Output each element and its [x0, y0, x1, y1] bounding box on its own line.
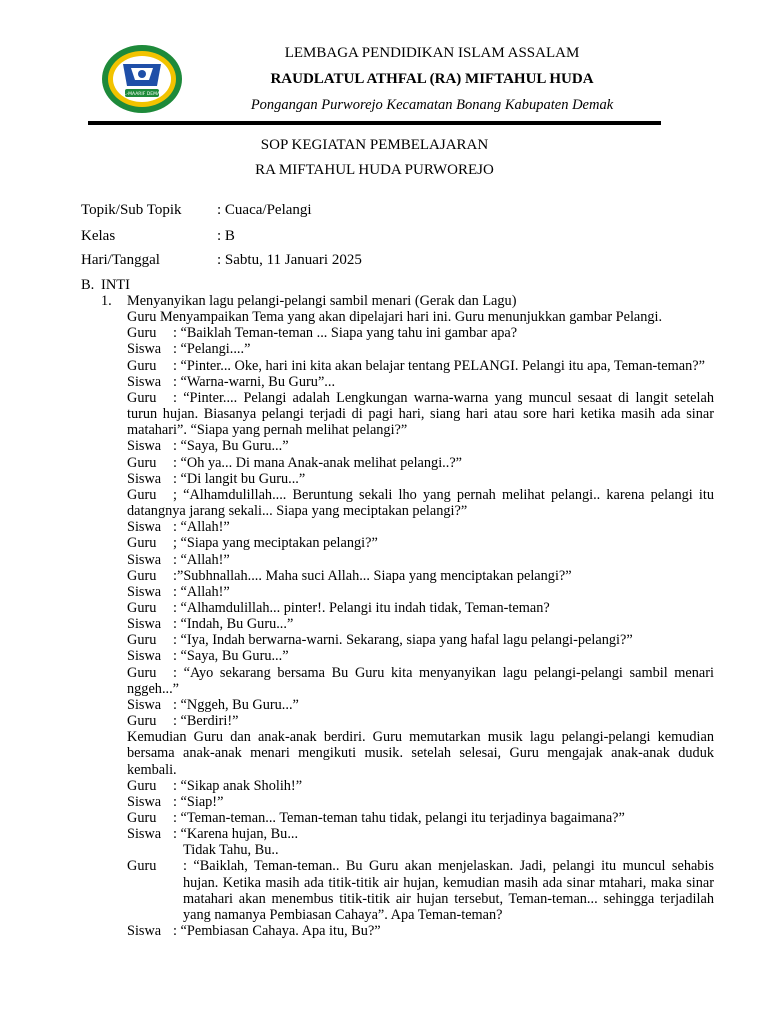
dialog-line [81, 487, 714, 519]
dialog-text: : “Pembiasan Cahaya. Apa itu, Bu?” [173, 923, 381, 940]
speaker: Siswa [127, 648, 162, 665]
dialog-text: : “Berdiri!” [173, 713, 239, 730]
info-label: Topik/Sub Topik [81, 202, 182, 218]
dialog-line [81, 535, 714, 551]
dialog-text: : “Pinter... Oke, hari ini kita akan belajar tentang PELANGI. Pelangi itu apa, Teman-teman?” [173, 357, 705, 374]
dialog-line [81, 438, 714, 454]
speaker: Guru [127, 486, 157, 503]
dialog-line [81, 778, 714, 794]
speaker: Guru [127, 535, 157, 552]
speaker: Siswa [127, 923, 162, 940]
speaker: Guru [127, 858, 157, 875]
dialog-line [81, 826, 714, 842]
speaker: Guru [127, 454, 157, 471]
speaker: Siswa [127, 583, 162, 600]
dialog-text: ; “Alhamdulillah.... Beruntung sekali lho yang pernah melihat pelangi.. karena pelangi itu datangnya jarang sekali... Siapa yang meciptakan pelangi?” [127, 486, 714, 520]
dialog-line [81, 697, 714, 713]
info-value: : Sabtu, 11 Januari 2025 [217, 252, 362, 268]
dialog-text: : “Alhamdulillah... pinter!. Pelangi itu indah tidak, Teman-teman? [173, 599, 550, 616]
dialog-text: : “Indah, Bu Guru...” [173, 616, 294, 633]
dialog-text: ; “Siapa yang meciptakan pelangi?” [173, 535, 378, 552]
dialog-text: : “Siap!” [173, 793, 224, 810]
dialog-line [81, 794, 714, 810]
speaker: Siswa [127, 470, 162, 487]
section-title: INTI [101, 277, 130, 293]
dialog-text: : “Di langit bu Guru...” [173, 470, 306, 487]
dialog-text: : “Saya, Bu Guru...” [173, 648, 289, 665]
dialog-line [81, 374, 714, 390]
dialog-line [81, 632, 714, 648]
speaker: Siswa [127, 826, 162, 843]
dialog-line [81, 568, 714, 584]
dialog-text: : “Baiklah, Teman-teman.. Bu Guru akan menjelaskan. Jadi, pelangi itu muncul sehabis hujan. Ketika masih ada titik-titik air hujan, kemudian masih ada sinar mtahari, maka sinar matahari akan menembus titik-titik air hujan tersebut, Teman-teman... sehingga terjadilah yang namanya Pembiasan Cahaya”. Apa Teman-teman? [183, 858, 714, 923]
dialog-line [81, 858, 714, 923]
dialog-text: : “Pelangi....” [173, 341, 251, 358]
speaker: Guru [127, 810, 157, 826]
dialog-line [81, 519, 714, 535]
narration-paragraph: Kemudian Guru dan anak-anak berdiri. Guru memutarkan musik lagu pelangi-pelangi kemudian bersama anak-anak menari mengikuti musik. setelah selesai, Guru mengajak anak-anak duduk kembali. [127, 729, 714, 778]
dialog-text: : “Iya, Indah berwarna-warni. Sekarang, siapa yang hafal lagu pelangi-pelangi?” [173, 632, 633, 649]
dialog-line [81, 923, 714, 939]
speaker: Guru [127, 567, 157, 584]
info-label: Hari/Tanggal [81, 252, 160, 268]
dialog-text: : “Saya, Bu Guru...” [173, 438, 289, 455]
speaker: Guru [127, 664, 157, 681]
school-address: Pongangan Purworejo Kecamatan Bonang Kabupaten Demak [250, 97, 614, 113]
speaker: Guru [127, 599, 157, 616]
school-name: RAUDLATUL ATHFAL (RA) MIFTAHUL HUDA [270, 71, 594, 87]
dialog-text: :”Subhnallah.... Maha suci Allah... Siapa yang menciptakan pelangi?” [173, 567, 572, 584]
speaker: Guru [127, 632, 157, 649]
dialog-line [81, 552, 714, 568]
dialog-text: : “Pinter.... Pelangi adalah Lengkungan warna-warna yang muncul sesaat di langit setelah turun hujan. Biasanya pelangi terjadi di pagi hari, siang hari atau sore hari ketika masih ada sinar matahari”. “Siapa yang pernah melihat pelangi?” [127, 389, 714, 439]
dialog-text: : “Teman-teman... Teman-teman tahu tidak, pelangi itu terjadinya bagaimana?” [173, 810, 625, 826]
dialog-line [81, 648, 714, 664]
dialog-line [81, 341, 714, 357]
dialog-text: : “Baiklah Teman-teman ... Siapa yang tahu ini gambar apa? [173, 325, 518, 342]
dialog-line [81, 665, 714, 697]
dialog-text: : “Allah!” [173, 583, 230, 600]
dialog-block [81, 325, 714, 729]
speaker: Siswa [127, 696, 162, 713]
speaker: Siswa [127, 551, 162, 568]
header-divider [88, 121, 661, 125]
speaker: Guru [127, 389, 157, 406]
dialog-block-2 [81, 778, 714, 843]
dialog-line [81, 471, 714, 487]
speaker: Siswa [127, 373, 162, 390]
speaker: Guru [127, 713, 157, 730]
speaker: Guru [127, 357, 157, 374]
speaker: Siswa [127, 519, 162, 536]
speaker: Siswa [127, 616, 162, 633]
dialog-text: : “Allah!” [173, 519, 230, 536]
dialog-line [81, 616, 714, 632]
list-item-1 [81, 293, 714, 309]
speaker: Siswa [127, 438, 162, 455]
dialog-text: : “Allah!” [173, 551, 230, 568]
dialog-line [81, 600, 714, 616]
dialog-text: : “Sikap anak Sholih!” [173, 777, 303, 794]
info-value: : Cuaca/Pelangi [217, 202, 312, 218]
institution-name: LEMBAGA PENDIDIKAN ISLAM ASSALAM [284, 45, 580, 61]
document-subtitle: RA MIFTAHUL HUDA PURWOREJO [255, 162, 494, 178]
document-title: SOP KEGIATAN PEMBELAJARAN [260, 137, 489, 153]
dialog-text: : “Ayo sekarang bersama Bu Guru kita menyanyikan lagu pelangi-pelangi sambil menari nggeh...” [127, 664, 714, 697]
dialog-line [81, 455, 714, 471]
speaker: Siswa [127, 793, 162, 810]
dialog-line [81, 325, 714, 341]
school-logo [101, 44, 183, 114]
dialog-line [81, 713, 714, 729]
dialog-continuation: Tidak Tahu, Bu.. [183, 842, 279, 859]
section-number: B. [81, 277, 95, 293]
speaker: Siswa [127, 341, 162, 358]
document-body [81, 293, 714, 939]
dialog-text: : “Warna-warni, Bu Guru”... [173, 373, 336, 390]
info-value: : B [217, 228, 235, 244]
dialog-line [81, 390, 714, 438]
dialog-text: : “Karena hujan, Bu... [173, 826, 299, 843]
dialog-line [81, 810, 714, 826]
dialog-text: : “Nggeh, Bu Guru...” [173, 696, 299, 713]
dialog-text: : “Oh ya... Di mana Anak-anak melihat pelangi..?” [173, 454, 463, 471]
dialog-line [81, 584, 714, 600]
speaker: Guru [127, 777, 157, 794]
list-number: 1. [101, 293, 112, 309]
list-item-text: Menyanyikan lagu pelangi-pelangi sambil menari (Gerak dan Lagu) [127, 293, 517, 309]
intro-paragraph: Guru Menyampaikan Tema yang akan dipelajari hari ini. Guru menunjukkan gambar Pelangi. [127, 309, 663, 326]
info-label: Kelas [81, 228, 116, 244]
dialog-line [81, 358, 714, 374]
speaker: Guru [127, 325, 157, 342]
logo-caption: AL-MAARIF DEMAK [121, 92, 163, 97]
